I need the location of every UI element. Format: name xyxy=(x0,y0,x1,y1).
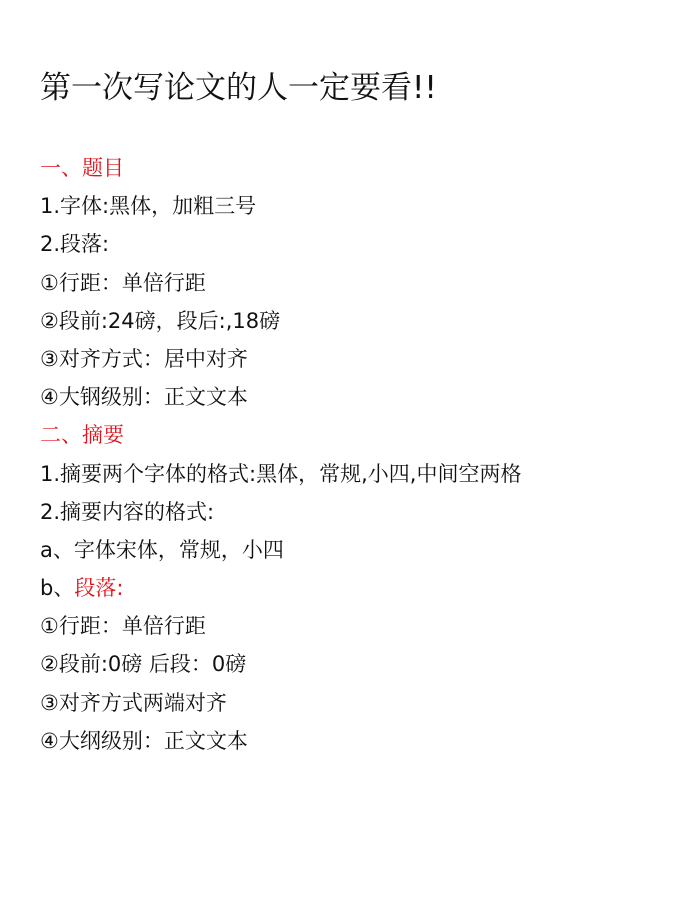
line-text: 1.字体:黑体，加粗三号 xyxy=(40,194,257,219)
list-item xyxy=(40,378,680,416)
line-text: 2.段落: xyxy=(40,232,110,257)
line-text: ④大纲级别：正文文本 xyxy=(40,728,248,753)
line-text: ③对齐方式两端对齐 xyxy=(40,690,227,715)
list-item xyxy=(40,455,680,493)
list-item xyxy=(40,493,680,531)
list-item xyxy=(40,340,680,378)
line-text: ①行距：单倍行距 xyxy=(40,614,206,639)
line-text: ②段前:24磅，段后:,18磅 xyxy=(40,308,281,333)
list-item xyxy=(40,607,680,645)
section-heading-abstract xyxy=(40,416,680,454)
list-item xyxy=(40,684,680,722)
line-text: ②段前:0磅 后段：0磅 xyxy=(40,652,247,677)
page-title: 第一次写论文的人一定要看!! xyxy=(40,70,437,106)
content-lines xyxy=(40,149,680,760)
list-item xyxy=(40,187,680,225)
list-item xyxy=(40,225,680,263)
line-text: a、字体宋体，常规，小四 xyxy=(40,537,284,562)
list-item xyxy=(40,531,680,569)
section-heading-title xyxy=(40,149,680,187)
list-item xyxy=(40,722,680,760)
line-text-accent: 段落: xyxy=(74,576,124,601)
line-text: 1.摘要两个字体的格式:黑体，常规,小四,中间空两格 xyxy=(40,461,522,486)
line-text: ①行距：单倍行距 xyxy=(40,270,206,295)
line-text: ③对齐方式：居中对齐 xyxy=(40,346,248,371)
line-text: 二、摘要 xyxy=(40,423,124,448)
list-item xyxy=(40,264,680,302)
list-item xyxy=(40,569,680,607)
line-text: 一、题目 xyxy=(40,156,124,180)
list-item xyxy=(40,645,680,683)
line-prefix: b、 xyxy=(40,576,75,601)
line-text: ④大钢级别：正文文本 xyxy=(40,385,248,410)
list-item xyxy=(40,302,680,340)
line-text: 2.摘要内容的格式: xyxy=(40,499,215,524)
